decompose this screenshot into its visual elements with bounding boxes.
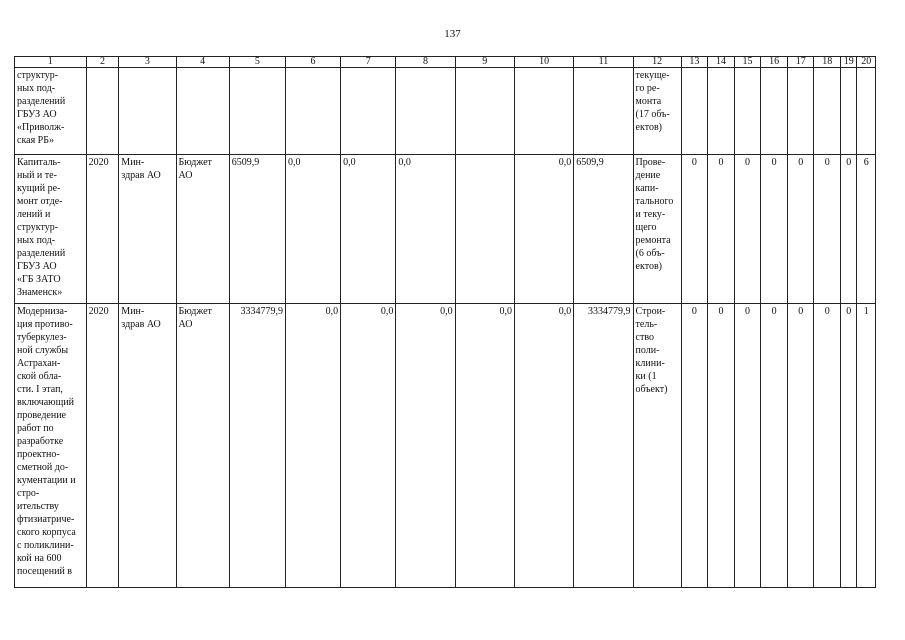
col-header: 17 — [787, 57, 814, 68]
col-header: 8 — [396, 57, 455, 68]
value-cell — [514, 68, 573, 155]
indicator-cell — [734, 68, 761, 155]
col-header: 3 — [119, 57, 176, 68]
measure-name-cell: Капиталь- ный и те- кущий ре- монт отде- лений и структур- ных под- разделений ГБУЗ АО «ГБ ЗАТО Знаменск» — [15, 155, 87, 304]
indicator-cell: 0 — [814, 304, 841, 588]
indicator-cell: 0 — [761, 155, 788, 304]
value-cell: 6509,9 — [229, 155, 285, 304]
col-header: 1 — [15, 57, 87, 68]
col-header: 2 — [86, 57, 119, 68]
col-header: 20 — [857, 57, 876, 68]
header-row — [15, 57, 876, 68]
result-cell: Прове- дение капи- тального и теку- щего ремонта (6 объ- ектов) — [633, 155, 681, 304]
indicator-cell: 0 — [841, 155, 857, 304]
year-cell: 2020 — [86, 155, 119, 304]
col-header: 6 — [285, 57, 340, 68]
indicator-cell: 0 — [681, 304, 708, 588]
indicator-cell: 0 — [814, 155, 841, 304]
value-cell — [455, 68, 514, 155]
col-header: 15 — [734, 57, 761, 68]
value-cell: 0,0 — [514, 304, 573, 588]
col-header: 18 — [814, 57, 841, 68]
indicator-cell: 0 — [761, 304, 788, 588]
value-cell: 0,0 — [285, 155, 340, 304]
year-cell: 2020 — [86, 304, 119, 588]
indicator-cell: 0 — [708, 304, 735, 588]
indicator-cell: 6 — [857, 155, 876, 304]
table-row — [15, 304, 876, 588]
indicator-cell: 0 — [681, 155, 708, 304]
executor-cell: Мин- здрав АО — [119, 155, 176, 304]
value-cell: 0,0 — [396, 155, 455, 304]
col-header: 16 — [761, 57, 788, 68]
indicator-cell: 0 — [734, 304, 761, 588]
value-cell — [341, 68, 396, 155]
col-header: 14 — [708, 57, 735, 68]
value-cell — [229, 68, 285, 155]
col-header: 5 — [229, 57, 285, 68]
value-cell — [574, 68, 633, 155]
indicator-cell: 0 — [787, 155, 814, 304]
value-cell — [455, 155, 514, 304]
data-table — [14, 56, 876, 588]
source-cell: Бюджет АО — [176, 304, 229, 588]
value-cell: 0,0 — [396, 304, 455, 588]
table-row — [15, 68, 876, 155]
indicator-cell: 0 — [787, 304, 814, 588]
col-header: 9 — [455, 57, 514, 68]
col-header: 11 — [574, 57, 633, 68]
indicator-cell — [787, 68, 814, 155]
indicator-cell — [841, 68, 857, 155]
value-cell: 3334779,9 — [574, 304, 633, 588]
table-row — [15, 155, 876, 304]
indicator-cell: 0 — [708, 155, 735, 304]
value-cell — [396, 68, 455, 155]
value-cell: 0,0 — [514, 155, 573, 304]
executor-cell — [119, 68, 176, 155]
indicator-cell — [708, 68, 735, 155]
result-cell: текуще- го ре- монта (17 объ- ектов) — [633, 68, 681, 155]
value-cell — [285, 68, 340, 155]
indicator-cell: 1 — [857, 304, 876, 588]
col-header: 7 — [341, 57, 396, 68]
col-header: 4 — [176, 57, 229, 68]
value-cell: 0,0 — [341, 304, 396, 588]
indicator-cell — [681, 68, 708, 155]
indicator-cell — [857, 68, 876, 155]
col-header: 12 — [633, 57, 681, 68]
indicator-cell: 0 — [734, 155, 761, 304]
source-cell: Бюджет АО — [176, 155, 229, 304]
result-cell: Строи- тель- ство поли- клини- ки (1 объект) — [633, 304, 681, 588]
measure-name-cell: Модерниза- ция противо- туберкулез- ной службы Астрахан- ской обла- сти. I этап, включающий проведение работ по разработке проектно- сметной до- кументации и стро- ительству фтизиатриче- ского корпуса с поликлини- кой на 600 посещений в — [15, 304, 87, 588]
indicator-cell — [814, 68, 841, 155]
col-header: 13 — [681, 57, 708, 68]
value-cell: 6509,9 — [574, 155, 633, 304]
value-cell: 0,0 — [285, 304, 340, 588]
value-cell: 3334779,9 — [229, 304, 285, 588]
value-cell: 0,0 — [341, 155, 396, 304]
indicator-cell — [761, 68, 788, 155]
value-cell: 0,0 — [455, 304, 514, 588]
source-cell — [176, 68, 229, 155]
page-number: 137 — [444, 28, 461, 40]
year-cell — [86, 68, 119, 155]
indicator-cell: 0 — [841, 304, 857, 588]
col-header: 19 — [841, 57, 857, 68]
executor-cell: Мин- здрав АО — [119, 304, 176, 588]
measure-name-cell: структур- ных под- разделений ГБУЗ АО «Приволж- ская РБ» — [15, 68, 87, 155]
col-header: 10 — [514, 57, 573, 68]
